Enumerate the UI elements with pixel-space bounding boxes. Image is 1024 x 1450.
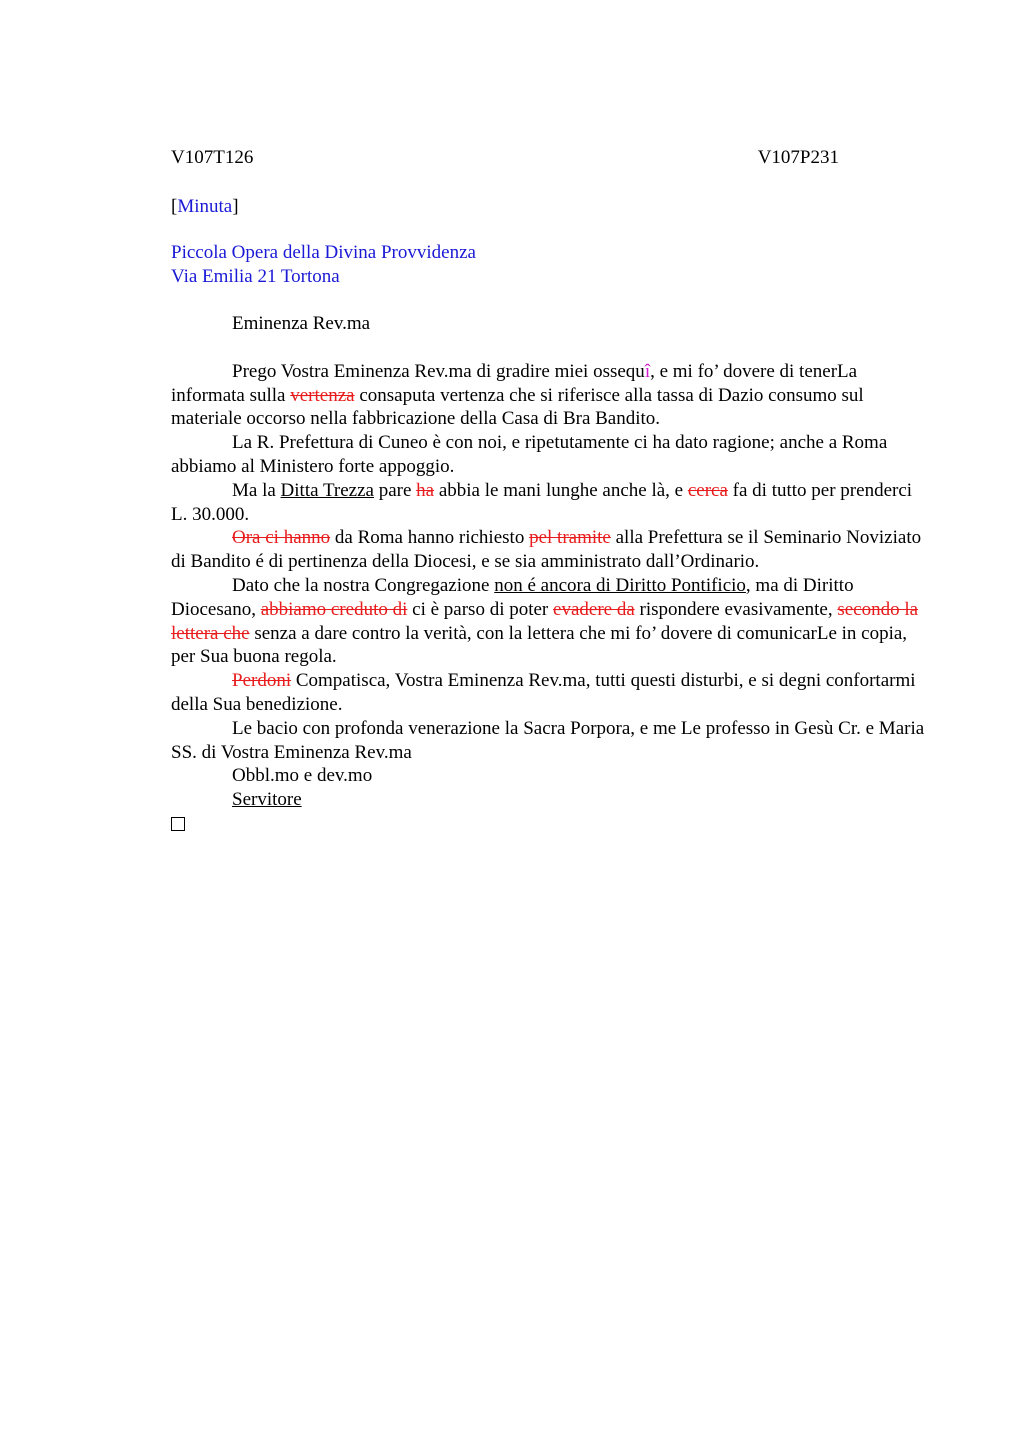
paragraph-2: La R. Prefettura di Cuneo è con noi, e ripetutamente ci ha dato ragione; anche a Roma abbiamo al Ministero forte appoggio.: [171, 432, 888, 477]
bracket-close: ]: [232, 196, 239, 217]
closing-line-2: [171, 788, 927, 812]
accent-mark: î: [644, 360, 651, 382]
address-line-1: Piccola Opera della Divina Provvidenza: [171, 242, 476, 263]
deleted-text: abbiamo creduto di: [260, 598, 408, 620]
deleted-text: secondo la lettera che: [171, 598, 919, 644]
deleted-text: pel tramite: [529, 527, 611, 549]
servitore-text: Servitore: [232, 789, 302, 811]
text-run: Compatisca, Vostra Eminenza Rev.ma, tutti questi disturbi, e si degni confortarmi della Sua benedizione.: [171, 670, 916, 715]
code-left: V107T126: [171, 147, 254, 168]
deleted-text: evadere da: [553, 598, 635, 620]
text-run: fa di tutto per prenderci L. 30.000.: [171, 479, 913, 525]
minuta-text: Minuta: [177, 196, 233, 217]
deleted-text: ha: [416, 479, 435, 501]
underlined-text: non é ancora di Diritto Pontificio: [494, 574, 746, 596]
salutation: Eminenza Rev.ma: [232, 313, 371, 334]
text-run: , e mi fo’ dovere di tenerLa informata sulla: [171, 360, 858, 406]
paragraph-5: [171, 574, 927, 669]
end-marker: [171, 812, 927, 838]
paragraph-7: Le bacio con profonda venerazione la Sacra Porpora, e me Le professo in Gesù Cr. e Maria SS. di Vostra Eminenza Rev.ma: [171, 717, 925, 763]
paragraph-4: [171, 526, 927, 574]
deleted-text: cerca: [687, 479, 728, 501]
underlined-text: Ditta Trezza: [280, 479, 374, 501]
bracket-open: [: [171, 196, 178, 217]
closing-line-1: Obbl.mo e dev.mo: [232, 765, 373, 787]
text-run: rispondere evasivamente,: [634, 598, 838, 620]
text-run: Dato che la nostra Congregazione: [232, 574, 495, 596]
paragraph-6: [171, 669, 927, 717]
checkbox-empty-icon: [171, 817, 185, 831]
text-run: , ma di Diritto Diocesano,: [171, 574, 854, 620]
text-run: Prego Vostra Eminenza Rev.ma di gradire miei ossequ: [232, 360, 645, 382]
paragraph-1: [171, 360, 927, 431]
text-run: Ma la: [232, 479, 281, 501]
code-right: V107P231: [757, 147, 839, 168]
text-run: da Roma hanno richiesto: [330, 527, 530, 549]
text-run: consaputa vertenza che si riferisce alla tassa di Dazio consumo sul materiale occorso nella fabbricazione della Casa di Bra Bandito.: [171, 384, 864, 430]
letter-body: [171, 312, 927, 838]
text-run: pare: [373, 479, 417, 501]
text-run: ci è parso di poter: [407, 598, 554, 620]
address-line-2: Via Emilia 21 Tortona: [171, 266, 340, 287]
text-run: abbia le mani lunghe anche là, e: [434, 479, 688, 501]
deleted-text: vertenza: [290, 384, 355, 406]
deleted-text: Perdoni: [232, 670, 292, 692]
sender-address: [171, 241, 476, 289]
text-run: senza a dare contro la verità, con la lettera che mi fo’ dovere di comunicarLe in copia, per Sua buona regola.: [171, 622, 908, 668]
deleted-text: Ora ci hanno: [232, 527, 331, 549]
minuta-label: [171, 195, 239, 219]
text-run: alla Prefettura se il Seminario Noviziato di Bandito é di pertinenza della Diocesi, e se sia amministrato dall’Ordinario.: [171, 527, 922, 573]
paragraph-3: [171, 479, 927, 527]
